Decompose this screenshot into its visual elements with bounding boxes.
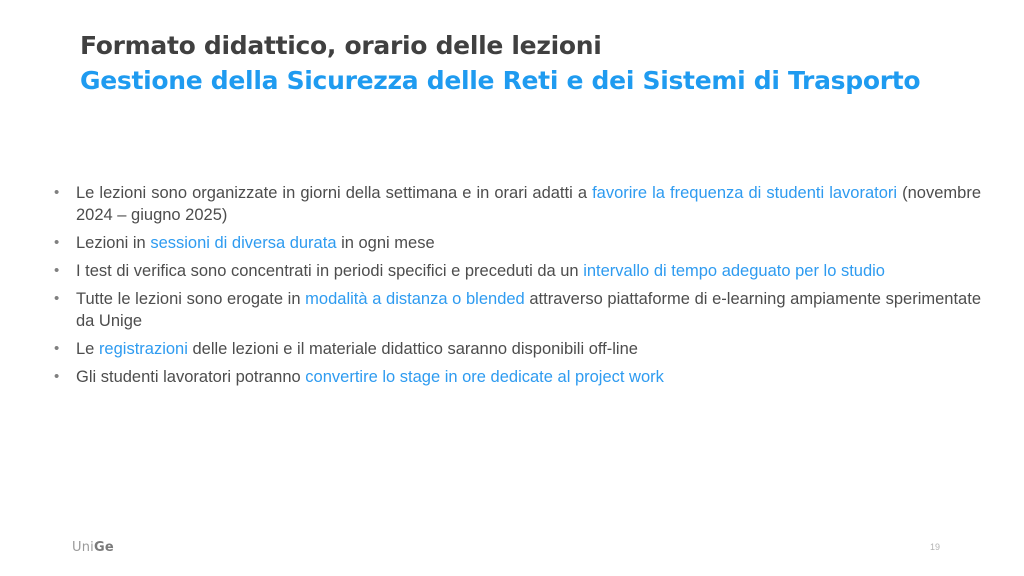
bullet-highlight: registrazioni (98, 339, 188, 358)
title-secondary: Gestione della Sicurezza delle Reti e dei Sistemi di Trasporto (80, 66, 921, 96)
bullet-text: Tutte le lezioni sono erogate in (76, 289, 306, 308)
logo-prefix: Uni (72, 540, 94, 555)
bullet-highlight: sessioni di diversa durata (150, 233, 337, 252)
page-number: 19 (930, 542, 941, 552)
bullet-highlight: convertire lo stage in ore dedicate al project work (305, 367, 664, 386)
bullet-highlight: intervallo di tempo adeguato per lo studio (583, 261, 885, 280)
bullet-text: attraverso piattaforme di e-learning ampiamente sperimentate da Unige (76, 289, 981, 330)
title-primary: Formato didattico, orario delle lezioni (80, 31, 602, 60)
bullet-list (46, 183, 981, 389)
bullet-highlight: modalità a distanza o blended (305, 289, 525, 308)
bullet-item (46, 261, 981, 283)
logo-suffix: Ge (93, 540, 114, 555)
bullet-text: (novembre 2024 – giugno 2025) (76, 184, 981, 224)
bullet-text: Le (76, 339, 99, 358)
bullet-text: Le lezioni sono organizzate in giorni della settimana e in orari adatti a (76, 184, 593, 202)
bullet-item (46, 339, 981, 361)
unige-logo (72, 540, 114, 555)
bullet-text: delle lezioni e il materiale didattico saranno disponibili off-line (187, 339, 638, 358)
bullet-item (46, 289, 981, 333)
bullet-item (46, 233, 981, 255)
bullet-text: Lezioni in (76, 233, 151, 252)
bullet-highlight: favorire la frequenza di studenti lavoratori (592, 184, 898, 202)
bullet-item (46, 183, 981, 227)
slide-body (46, 183, 981, 395)
bullet-text: in ogni mese (336, 233, 435, 252)
bullet-text: I test di verifica sono concentrati in periodi specifici e preceduti da un (76, 261, 584, 280)
slide-title (80, 30, 980, 97)
bullet-text: Gli studenti lavoratori potranno (76, 367, 306, 386)
bullet-item (46, 367, 981, 389)
